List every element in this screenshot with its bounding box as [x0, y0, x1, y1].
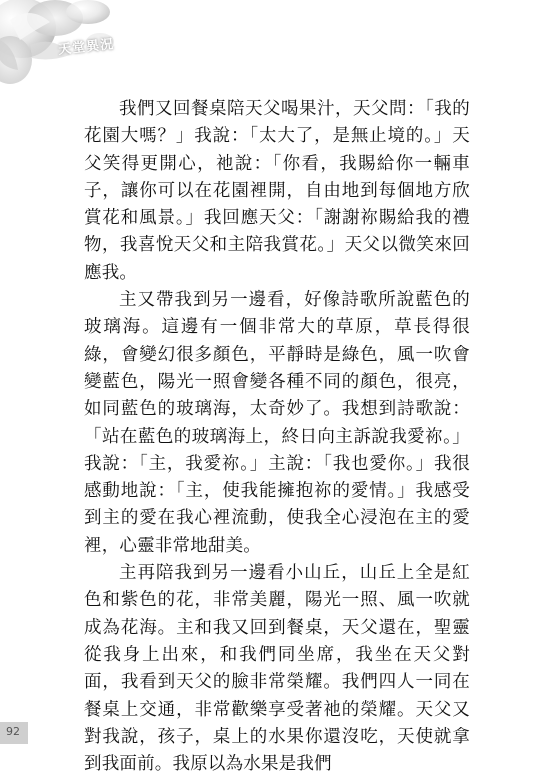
page-body — [84, 96, 470, 778]
paragraph: 主又帶我到另一邊看，好像詩歌所說藍色的玻璃海。這邊有一個非常大的草原，草長得很綠，會變幻很多顏色，平靜時是綠色，風一吹會變藍色，陽光一照會變各種不同的顏色，很亮，如同藍色的玻璃海，太奇妙了。我想到詩歌說：「站在藍色的玻璃海上，終日向主訴說我愛祢。」我說：「主，我愛祢。」主說：「我也愛你。」我很感動地說：「主，使我能擁抱祢的愛情。」我感受到主的愛在我心裡流動，使我全心浸泡在主的愛裡，心靈非常地甜美。 — [84, 290, 470, 556]
paragraph: 主再陪我到另一邊看小山丘，山丘上全是紅色和紫色的花，非常美麗，陽光一照、風一吹就成為花海。主和我又回到餐桌，天父還在，聖靈從我身上出來，和我們同坐席，我坐在天父對面，我看到天父的臉非常榮耀。我們四人一同在餐桌上交通，非常歡樂享受著祂的榮耀。天父又對我說，孩子，桌上的水果你還沒吃，天使就拿到我面前。我原以為水果是我們 — [84, 563, 470, 775]
paragraph: 我們又回餐桌陪天父喝果汁，天父問：「我的花園大嗎？」我說：「太大了，是無止境的。」天父笑得更開心，祂說：「你看，我賜給你一輛車子，讓你可以在花園裡開，自由地到每個地方欣賞花和風景。」我回應天父：「謝謝祢賜給我的禮物，我喜悅天父和主陪我賞花。」天父以微笑來回應我。 — [84, 99, 470, 283]
page-number-tab — [0, 722, 28, 744]
header-title: 天堂異況 — [57, 37, 115, 58]
page-number: 92 — [6, 725, 20, 738]
